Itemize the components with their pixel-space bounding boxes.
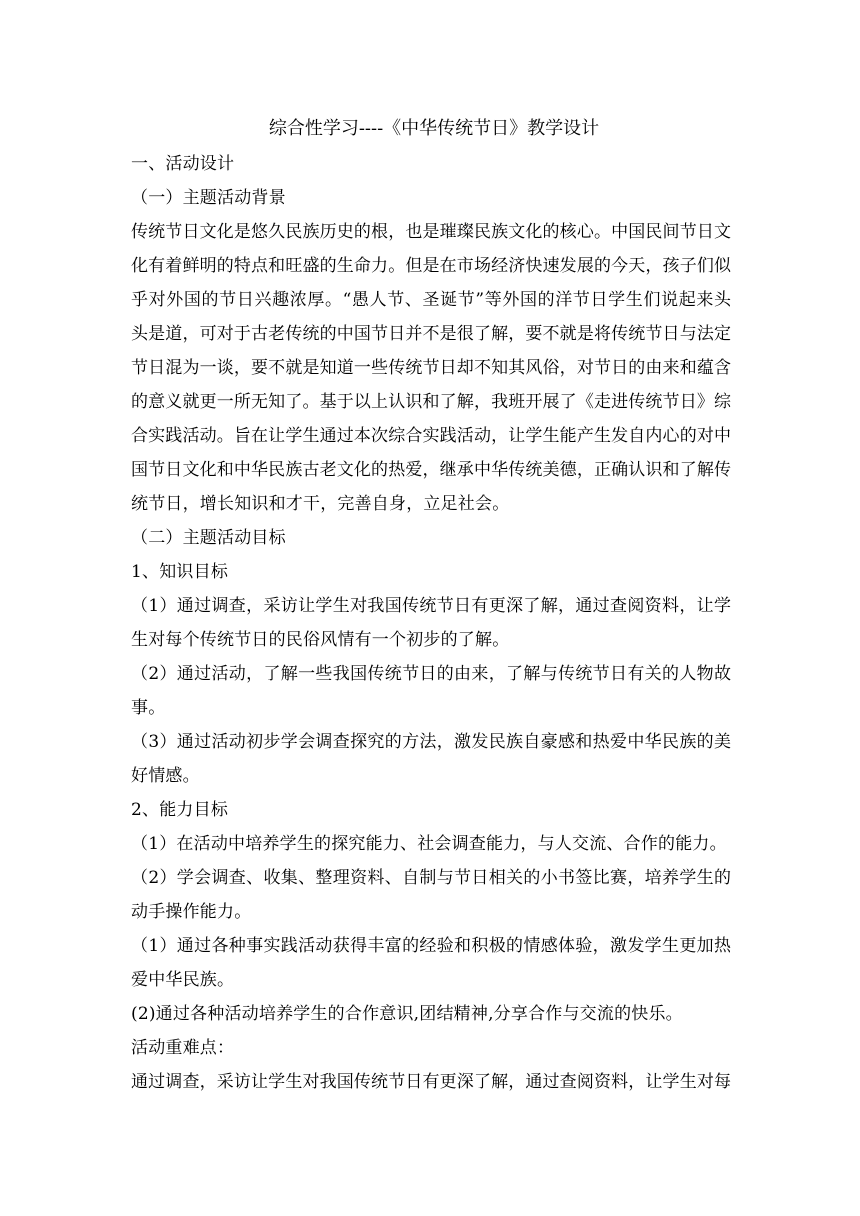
heading-activity-design: 一、活动设计 — [131, 154, 235, 174]
paragraph-line: 通过调查，采访让学生对我国传统节日有更深了解，通过查阅资料，让学生对每 — [131, 1072, 731, 1092]
list-item-line: 爱中华民族。 — [131, 970, 235, 990]
paragraph-line: 统节日，增长知识和才干，完善自身，立足社会。 — [131, 494, 510, 514]
paragraph-line: 合实践活动。旨在让学生通过本次综合实践活动，让学生能产生发自内心的对中 — [131, 426, 731, 446]
list-item-line: （3）通过活动初步学会调查探究的方法，激发民族自豪感和热爱中华民族的美 — [131, 732, 731, 752]
subheading-background: （一）主题活动背景 — [131, 188, 286, 208]
paragraph-line: 头是道，可对于古老传统的中国节日并不是很了解，要不就是将传统节日与法定 — [131, 324, 731, 344]
heading-knowledge-goals: 1、知识目标 — [131, 562, 229, 582]
list-item-line: （2）通过活动，了解一些我国传统节日的由来，了解与传统节日有关的人物故 — [131, 664, 731, 684]
heading-key-points: 活动重难点： — [131, 1038, 235, 1058]
list-item-line: 事。 — [131, 698, 166, 718]
list-item-line: 生对每个传统节日的民俗风情有一个初步的了解。 — [131, 630, 510, 650]
list-item-line: （2）学会调查、收集、整理资料、自制与节日相关的小书签比赛，培养学生的 — [131, 868, 731, 888]
subheading-objectives: （二）主题活动目标 — [131, 528, 286, 548]
list-item-line: （1）通过各种事实践活动获得丰富的经验和积极的情感体验，激发学生更加热 — [131, 936, 731, 956]
paragraph-line: 化有着鲜明的特点和旺盛的生命力。但是在市场经济快速发展的今天，孩子们似 — [131, 256, 731, 276]
paragraph-line: 乎对外国的节日兴趣浓厚。“愚人节、圣诞节”等外国的洋节日学生们说起来头 — [131, 290, 731, 310]
paragraph-line: 传统节日文化是悠久民族历史的根，也是璀璨民族文化的核心。中国民间节日文 — [131, 222, 731, 242]
list-item-line: （1）通过调查，采访让学生对我国传统节日有更深了解，通过查阅资料，让学 — [131, 596, 731, 616]
paragraph-line: 国节日文化和中华民族古老文化的热爱，继承中华传统美德，正确认识和了解传 — [131, 460, 731, 480]
heading-ability-goals: 2、能力目标 — [131, 800, 229, 820]
list-item-line: 动手操作能力。 — [131, 902, 252, 922]
paragraph-line: 的意义就更一所无知了。基于以上认识和了解，我班开展了《走进传统节日》综 — [131, 392, 731, 412]
list-item-line: （1）在活动中培养学生的探究能力、社会调查能力，与人交流、合作的能力。 — [131, 834, 727, 854]
list-item-line: (2)通过各种活动培养学生的合作意识,团结精神,分享合作与交流的快乐。 — [131, 1004, 683, 1024]
document-body — [131, 112, 731, 1099]
paragraph-line: 节日混为一谈，要不就是知道一些传统节日却不知其风俗，对节日的由来和蕴含 — [131, 358, 731, 378]
list-item-line: 好情感。 — [131, 766, 200, 786]
document-title: 综合性学习----《中华传统节日》教学设计 — [268, 118, 600, 139]
